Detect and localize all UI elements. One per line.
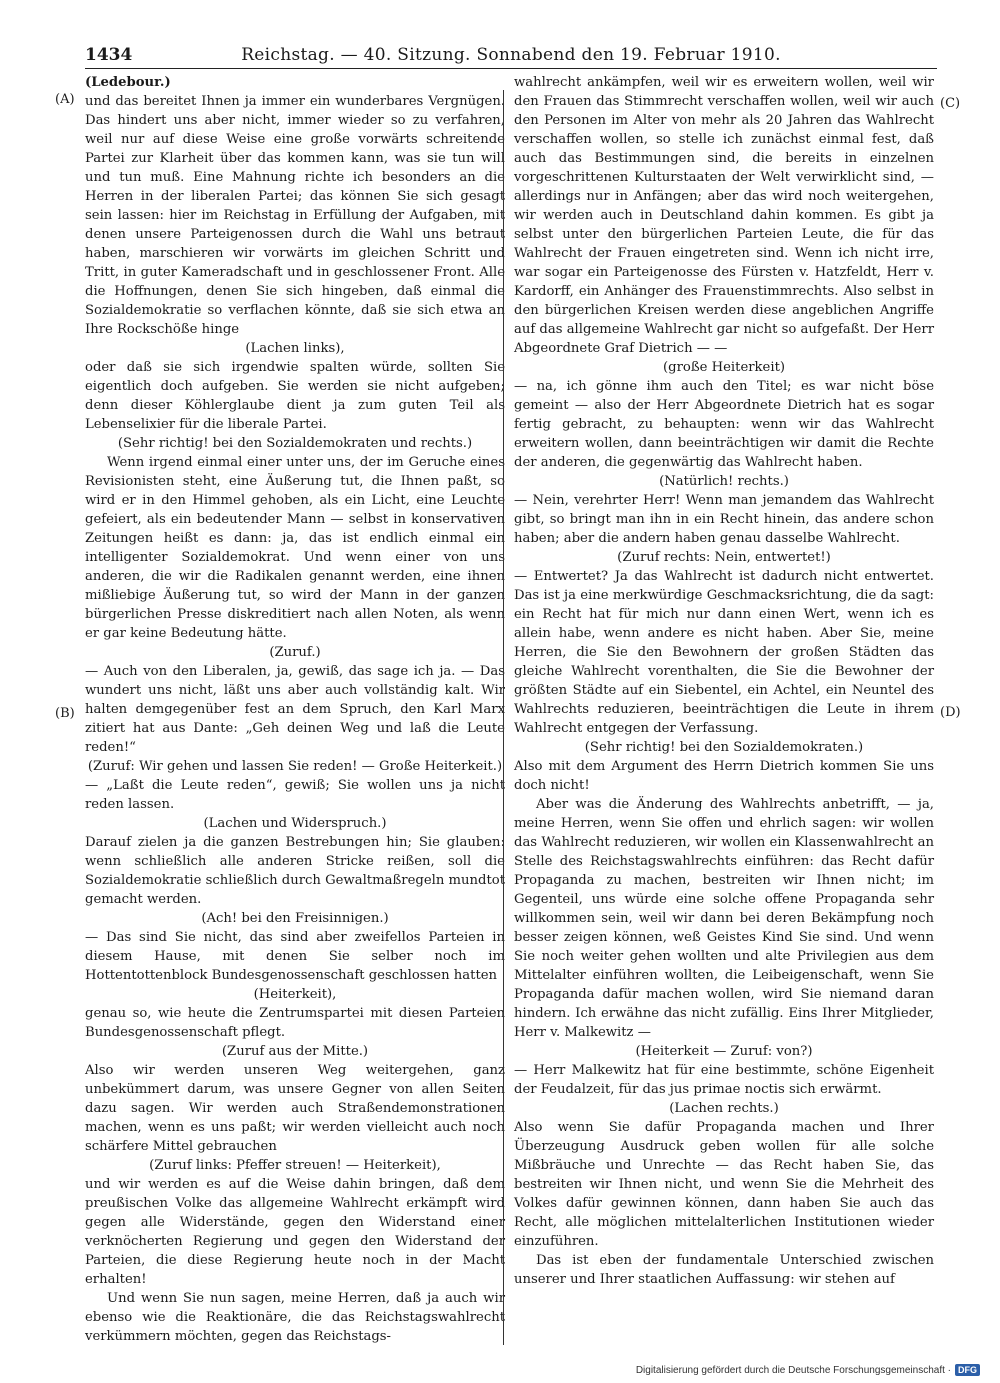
paragraph: Wenn irgend einmal einer unter uns, der im Geruche eines Revisionisten steht, eine Äußerung tut, die Ihnen paßt, so wird er in den Himmel gehoben, als ein Licht, eine Leuchte gefeiert, als ein bedeutender Mann — selbst in konservativen Zeitungen heißt es dann: ja, das ist endlich einmal ein intelligenter Sozialdemokrat. Und wenn einer von uns anderen, die wir die Radikalen genannt werden, eine ihnen mißliebige Äußerung tut, so wird der Mann in der ganzen bürgerlichen Presse diskreditiert nach allen Noten, als wenn er gar keine Bedeutung hätte. <box>85 455 505 641</box>
dfg-logo: DFG <box>955 1364 980 1376</box>
margin-mark-d: (D) <box>940 705 961 720</box>
interjection: (Heiterkeit — Zuruf: von?) <box>635 1044 813 1059</box>
speaker-name: (Ledebour.) <box>85 75 171 90</box>
page-header <box>85 40 937 70</box>
interjection: (große Heiterkeit) <box>662 360 786 375</box>
interjection: (Zuruf.) <box>269 645 321 660</box>
right-column <box>514 73 934 1289</box>
interjection: (Lachen und Widerspruch.) <box>203 816 387 831</box>
paragraph: — na, ich gönne ihm auch den Titel; es war nicht böse gemeint — also der Herr Abgeordnete Dietrich hat es sogar fertig gebracht, zu behaupten: wenn wir das Wahlrecht erweitern wollen, dann beeinträchtigen wir damit die Rechte der anderen, die gegenwärtig das Wahlrecht haben. <box>514 379 934 470</box>
margin-mark-c: (C) <box>940 96 961 111</box>
paragraph: Aber was die Änderung des Wahlrechts anbetrifft, — ja, meine Herren, wenn Sie offen und ehrlich sagen: wir wollen das Wahlrecht reduzieren, wir wollen ein Klassenwahlrecht an Stelle des Reichstagswahlrechts einführen: das Recht dafür Propaganda zu machen, bestreiten wir Ihnen nicht; im Gegenteil, uns würde eine solche offene Propaganda sehr willkommen sein, weil wir dann bei deren Bekämpfung noch besser zeigen können, weß Geistes Kind Sie sind. Und wenn Sie noch weiter gehen wollten und alte Privilegien aus dem Mittelalter einführen wollten, die Leibeigenschaft, wenn Sie Propaganda dafür machen wollen, wird Sie niemand daran hindern. Ich erwähne das nicht zufällig. Eins Ihrer Mitglieder, Herr v. Malkewitz — <box>514 797 934 1040</box>
paragraph: und wir werden es auf die Weise dahin bringen, daß dem preußischen Volke das allgemeine Wahlrecht erkämpft wird gegen alle Widerstände, gegen den Widerstand einer verknöcherten Regierung und gegen den Widerstand der Parteien, die diese Regierung heute noch in der Macht erhalten! <box>85 1177 505 1287</box>
interjection: (Lachen rechts.) <box>669 1101 779 1116</box>
paragraph: Also wir werden unseren Weg weitergehen, ganz unbekümmert darum, was unsere Gegner von allen Seiten dazu sagen. Wir werden auch Straßendemonstrationen machen, wenn es uns paßt; wir werden vielleicht auch noch schärfere Mittel gebrauchen <box>85 1063 505 1154</box>
footer-text: Digitalisierung gefördert durch die Deutsche Forschungsgemeinschaft · <box>635 1364 951 1376</box>
interjection: (Zuruf aus der Mitte.) <box>221 1044 369 1059</box>
paragraph: — Nein, verehrter Herr! Wenn man jemandem das Wahlrecht gibt, so bringt man ihn in ein Recht hinein, das andere schon haben; aber die andern haben genau dasselbe Wahlrecht. <box>514 493 934 546</box>
interjection: (Sehr richtig! bei den Sozialdemokraten und rechts.) <box>117 436 473 451</box>
page-number: 1434 <box>85 45 133 65</box>
paragraph: Und wenn Sie nun sagen, meine Herren, daß ja auch wir ebenso wie die Reaktionäre, die das Reichstagswahlrecht verkümmern möchten, gegen das Reichstags- <box>85 1291 505 1344</box>
paragraph: Also mit dem Argument des Herrn Dietrich kommen Sie uns doch nicht! <box>514 759 934 793</box>
paragraph: Also wenn Sie dafür Propaganda machen und Ihrer Überzeugung Ausdruck geben wollen für alle solche Mißbräuche und Unrechte — das Recht haben Sie, das bestreiten wir Ihnen nicht, und wenn Sie die Mehrheit des Volkes dafür gewinnen können, dann haben Sie auch das Recht, alle möglichen mittelalterlichen Institutionen wieder einzuführen. <box>514 1120 934 1249</box>
interjection: (Zuruf links: Pfeffer streuen! — Heiterkeit), <box>149 1158 441 1173</box>
column-divider <box>503 90 504 1345</box>
paragraph: genau so, wie heute die Zentrumspartei mit diesen Parteien Bundesgenossenschaft pflegt. <box>85 1006 505 1040</box>
paragraph: und das bereitet Ihnen ja immer ein wunderbares Vergnügen. Das hindert uns aber nicht, immer wieder so zu verfahren, weil nur auf diese Weise eine große vorwärts schreitende Partei zur Klarheit über das kommen kann, was sie tun will und tun muß. Eine Mahnung richte ich besonders an die Herren in der liberalen Partei; das können Sie sich gesagt sein lassen: hier im Reichstag in Erfüllung der Aufgaben, mit denen unsere Parteigenossen durch die Wahl uns betraut haben, marschieren wir vorwärts im gleichen Schritt und Tritt, in guter Kameradschaft und in geschlossener Front. Alle die Hoffnungen, denen Sie sich hingeben, daß einmal die Sozialdemokratie so verflachen könnte, daß sie sich etwa an Ihre Rockschöße hinge <box>85 94 505 337</box>
interjection: (Zuruf rechts: Nein, entwertet!) <box>617 550 831 565</box>
paragraph: — Entwertet? Ja das Wahlrecht ist dadurch nicht entwertet. Das ist ja eine merkwürdige Geschmacksrichtung, die da sagt: ein Recht hat für mich nur dann einen Wert, wenn ich es allein habe, wenn andere es nicht haben. Aber Sie, meine Herren, die Sie den Bewohnern der großen Städten das gleiche Wahlrecht vorenthalten, die Sie die Bewohner der größten Städte auf ein Siebentel, ein Achtel, ein Neuntel des Wahlrechts reduzieren, beeinträchtigen die Leute in ihrem Wahlrecht entgegen der Verfassung. <box>514 569 934 736</box>
interjection: (Natürlich! rechts.) <box>659 474 789 489</box>
interjection: (Lachen links), <box>245 341 345 356</box>
paragraph: wahlrecht ankämpfen, weil wir es erweitern wollen, weil wir den Frauen das Stimmrecht verschaffen wollen, weil wir auch den Personen im Alter von mehr als 20 Jahren das Wahlrecht verschaffen wollen, so stelle ich zunächst einmal fest, daß auch das Bestimmungen sind, die bereits in einzelnen vorgeschrittenen Kulturstaaten der Welt verwirklicht sind, — allerdings nur in Anfängen; aber das wird noch weitergehen, wir werden auch in Deutschland dahin kommen. Es gibt ja selbst unter den bürgerlichen Parteien Leute, die für das Wahlrecht der Frauen eingetreten sind. Wenn ich nicht irre, war sogar ein Parteigenosse des Fürsten v. Hatzfeldt, Herr v. Kardorff, ein Anhänger des Frauenstimmrechts. Also selbst in den bürgerlichen Kreisen werden diese angeblichen Angriffe auf das allgemeine Wahlrecht gar nicht so aufgefaßt. Der Herr Abgeordnete Graf Dietrich — — <box>514 75 934 356</box>
margin-mark-b: (B) <box>55 706 75 721</box>
paragraph: — Das sind Sie nicht, das sind aber zweifellos Parteien in diesem Hause, mit denen Sie selber noch im Hottentottenblock Bundesgenossenschaft geschlossen hatten <box>85 930 505 983</box>
margin-mark-a: (A) <box>55 92 75 107</box>
interjection: (Ach! bei den Freisinnigen.) <box>201 911 389 926</box>
paragraph: Darauf zielen ja die ganzen Bestrebungen hin; Sie glauben: wenn schließlich alle anderen Stricke reißen, soll die Sozialdemokratie schließlich durch Gewaltmaßregeln mundtot gemacht werden. <box>85 835 506 907</box>
left-column <box>85 73 505 1346</box>
interjection: (Zuruf: Wir gehen und lassen Sie reden! — Große Heiterkeit.) <box>87 759 503 774</box>
paragraph: — „Laßt die Leute reden“, gewiß; Sie wollen uns ja nicht reden lassen. <box>85 778 505 812</box>
interjection: (Heiterkeit), <box>253 987 337 1002</box>
interjection: (Sehr richtig! bei den Sozialdemokraten.) <box>584 740 864 755</box>
footer <box>636 1364 980 1376</box>
paragraph: oder daß sie sich irgendwie spalten würde, sollten Sie eigentlich doch aufgeben. Sie werden sie nicht aufgeben; denn dieser Köhlerglaube dient ja zum guten Teil als Lebenselixier für die liberale Partei. <box>85 360 505 432</box>
paragraph: Das ist eben der fundamentale Unterschied zwischen unserer und Ihrer staatlichen Auffassung: wir stehen auf <box>514 1253 934 1287</box>
header-rule <box>85 68 937 69</box>
paragraph: — Auch von den Liberalen, ja, gewiß, das sage ich ja. — Das wundert uns nicht, läßt uns aber auch vollständig kalt. Wir halten demgegenüber fest an dem Spruch, den Karl Marx zitiert hat aus Dante: „Geh deinen Weg und laß die Leute reden!“ <box>85 664 505 755</box>
paragraph: — Herr Malkewitz hat für eine bestimmte, schöne Eigenheit der Feudalzeit, für das jus primae noctis sich erwärmt. <box>514 1063 934 1097</box>
running-title: Reichstag. — 40. Sitzung. Sonnabend den 19. Februar 1910. <box>241 45 781 65</box>
